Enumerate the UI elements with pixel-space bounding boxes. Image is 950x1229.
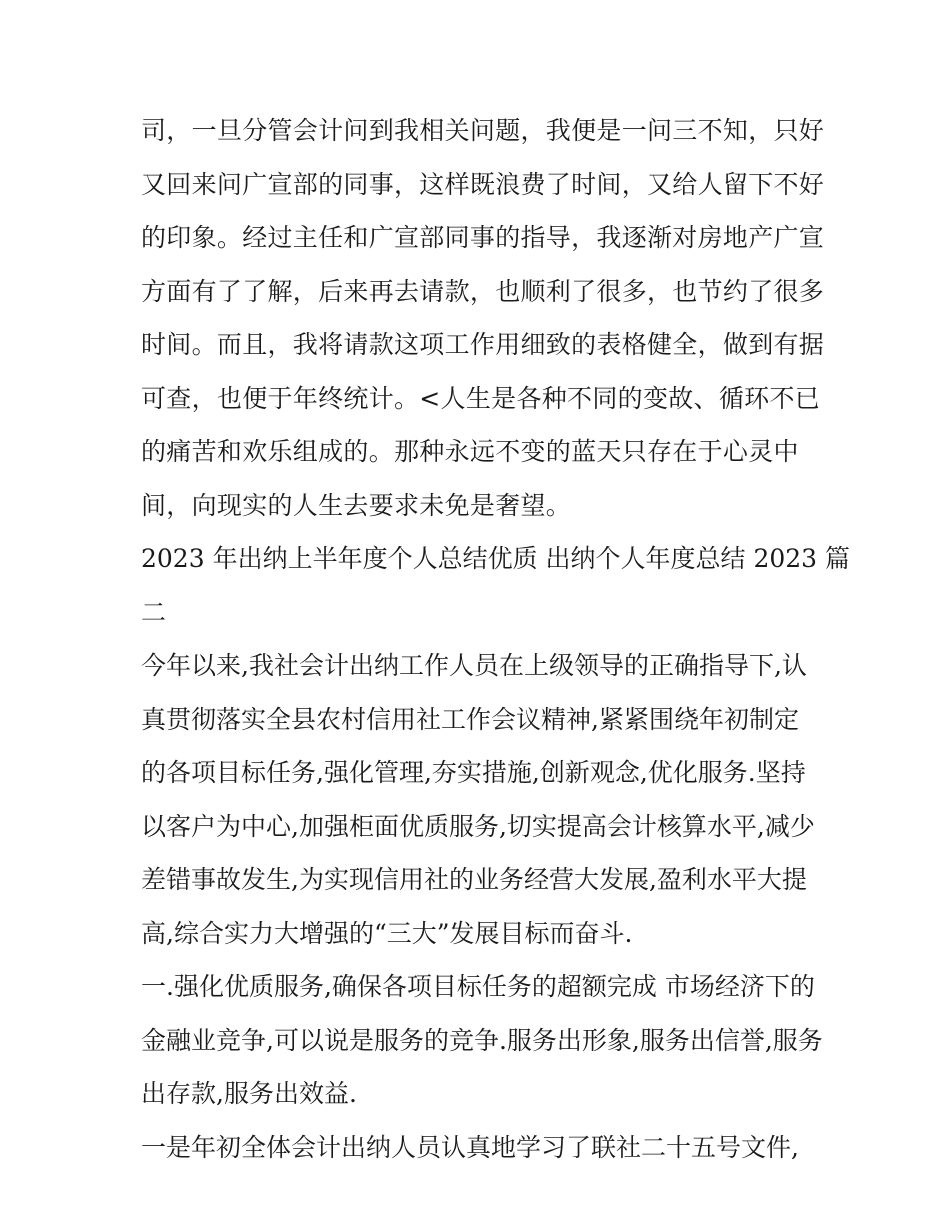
text-line: 的痛苦和欢乐组成的。那种永远不变的蓝天只存在于心灵中	[141, 437, 799, 466]
text-line: 以客户为中心,加强柜面优质服务,切实提高会计核算水平,减少	[141, 811, 815, 841]
text-line: 高,综合实力大增强的“三大”发展目标而奋斗.	[141, 918, 633, 948]
text-line: 可查，也便于年终统计。<人生是各种不同的变故、循环不已	[141, 383, 821, 413]
text-line: 司，一旦分管会计问到我相关问题，我便是一问三不知，只好	[141, 116, 825, 145]
text-line: 一是年初全体会计出纳人员认真地学习了联社二十五号文件,	[141, 1132, 799, 1162]
section-heading: 2023 年出纳上半年度个人总结优质 出纳个人年度总结 2023 篇	[141, 544, 851, 573]
text-line: 间，向现实的人生去要求未免是奢望。	[141, 490, 572, 520]
section-heading-continuation: 二	[141, 597, 167, 627]
text-line: 又回来问广宣部的同事，这样既浪费了时间，又给人留下不好	[141, 169, 825, 199]
text-line: 一.强化优质服务,确保各项目标任务的超额完成 市场经济下的	[141, 972, 815, 1001]
text-line: 出存款,服务出效益.	[141, 1079, 357, 1108]
text-line: 真贯彻落实全县农村信用社工作会议精神,紧紧围绕年初制定	[141, 704, 799, 734]
text-line: 方面有了了解，后来再去请款，也顺利了很多，也节约了很多	[141, 276, 825, 306]
text-line: 金融业竞争,可以说是服务的竞争.服务出形象,服务出信誉,服务	[141, 1025, 823, 1055]
document-body	[141, 104, 851, 1174]
text-line: 差错事故发生,为实现信用社的业务经营大发展,盈利水平大提	[141, 865, 807, 894]
text-line: 的印象。经过主任和广宣部同事的指导，我逐渐对房地产广宣	[141, 223, 825, 252]
text-line: 今年以来,我社会计出纳工作人员在上级领导的正确指导下,认	[141, 651, 807, 680]
text-line: 的各项目标任务,强化管理,夯实措施,创新观念,优化服务.坚持	[141, 758, 806, 787]
text-line: 时间。而且，我将请款这项工作用细致的表格健全，做到有据	[141, 330, 825, 359]
